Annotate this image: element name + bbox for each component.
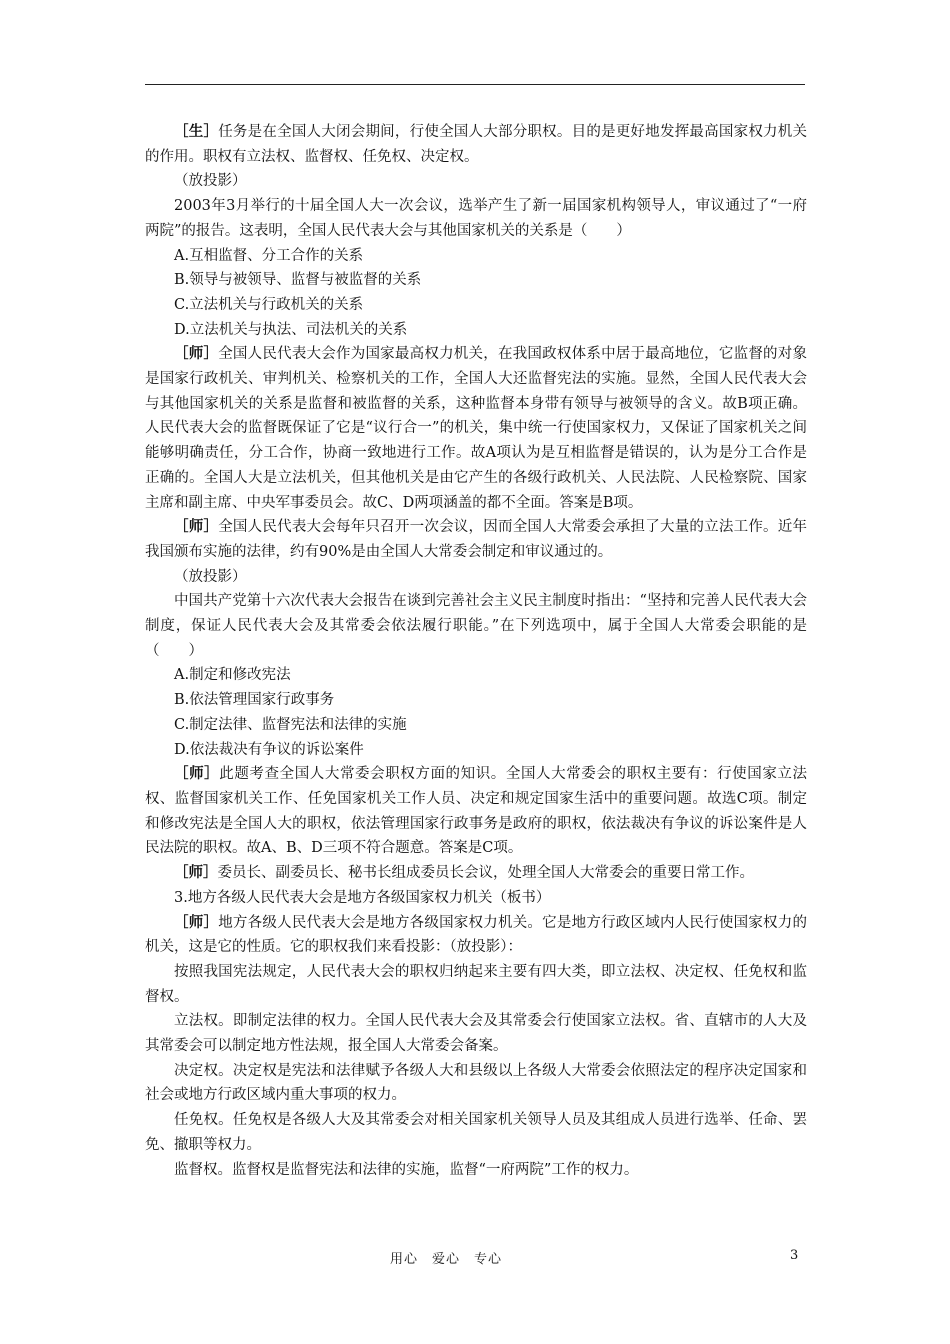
paragraph-1 (145, 120, 807, 169)
paragraph-20 (145, 960, 807, 1009)
paragraph-text: 按照我国宪法规定，人民代表大会的职权归纳起来主要有四大类，即立法权、决定权、任免权和监督权。 (145, 963, 807, 1005)
paragraph-21 (145, 1009, 807, 1058)
speaker-tag: ［师］ (174, 519, 219, 536)
paragraph-text: 决定权。决定权是宪法和法律赋予各级人大和县级以上各级人大常委会依照法定的程序决定国家和社会或地方行政区域内重大事项的权力。 (145, 1062, 807, 1104)
paragraph-2 (145, 169, 807, 194)
footer-motto: 用心 爱心 专心 (390, 1252, 503, 1267)
paragraph-text: 中国共产党第十六次代表大会报告在谈到完善社会主义民主制度时指出：“坚持和完善人民代表大会制度，保证人民代表大会及其常委会依法履行职能。”在下列选项中，属于全国人大常委会职能的是（ ） (145, 593, 807, 659)
option-b (145, 268, 807, 293)
paragraph-text: 地方各级人民代表大会是地方各级国家权力机关。它是地方行政区域内人民行使国家权力的机关，这是它的性质。它的职权我们来看投影：（放投影）： (145, 914, 808, 956)
speaker-tag: ［师］ (174, 865, 218, 882)
paragraph-text: B.依法管理国家行政事务 (174, 692, 335, 709)
speaker-tag: ［师］ (174, 766, 220, 783)
paragraph-text: 2003年3月举行的十届全国人大一次会议，选举产生了新一届国家机构领导人，审议通过了“一府两院”的报告。这表明，全国人民代表大会与其他国家机关的关系是（ ） (145, 198, 807, 239)
paragraph-text: B.领导与被领导、监督与被监督的关系 (174, 272, 422, 289)
paragraph-10 (145, 565, 807, 590)
paragraph-24 (145, 1158, 807, 1183)
paragraph-23 (145, 1108, 807, 1157)
paragraph-text: 3.地方各级人民代表大会是地方各级国家权力机关（板书） (174, 889, 551, 906)
paragraph-text: 全国人民代表大会每年只召开一次会议，因而全国人大常委会承担了大量的立法工作。近年我国颁布实施的法律，约有90%是由全国人大常委会制定和审议通过的。 (145, 519, 808, 560)
option-c-2 (145, 713, 807, 738)
paragraph-text: D.立法机关与执法、司法机关的关系 (174, 321, 408, 338)
paragraph-text: 任务是在全国人大闭会期间，行使全国人大部分职权。目的是更好地发挥最高国家权力机关的作用。职权有立法权、监督权、任免权、决定权。 (145, 124, 808, 165)
paragraph-22 (145, 1059, 807, 1108)
paragraph-16 (145, 762, 807, 861)
paragraph-text: C.制定法律、监督宪法和法律的实施 (174, 716, 407, 733)
paragraph-text: 监督权。监督权是监督宪法和法律的实施，监督“一府两院”工作的权力。 (174, 1161, 639, 1178)
speaker-tag: ［师］ (174, 346, 219, 363)
paragraph-text: A.制定和修改宪法 (174, 667, 291, 684)
option-a (145, 244, 807, 269)
paragraph-text: C.立法机关与行政机关的关系 (174, 296, 364, 313)
speaker-tag: ［师］ (174, 914, 219, 931)
paragraph-text: A.互相监督、分工合作的关系 (174, 247, 364, 264)
paragraph-17 (145, 861, 807, 886)
paragraph-text: 委员长、副委员长、秘书长组成委员长会议，处理全国人大常委会的重要日常工作。 (217, 865, 754, 882)
option-d-2 (145, 738, 807, 763)
option-c (145, 293, 807, 318)
option-d (145, 318, 807, 343)
header-rule (145, 84, 805, 85)
paragraph-text: （放投影） (174, 173, 247, 190)
paragraph-text: 此题考查全国人大常委会职权方面的知识。全国人大常委会的职权主要有：行使国家立法权、监督国家机关工作、任免国家机关工作人员、决定和规定国家生活中的重要问题。故选C项。制定和修改宪法是全国人大的职权，依法管理国家行政事务是政府的职权，依法裁决有争议的诉讼案件是人民法院的职权。故A、B、D三项不符合题意。答案是C项。 (145, 766, 808, 857)
option-a-2 (145, 663, 807, 688)
paragraph-9 (145, 515, 807, 564)
paragraph-text: （放投影） (174, 568, 247, 585)
paragraph-text: 全国人民代表大会作为国家最高权力机关，在我国政权体系中居于最高地位，它监督的对象是国家行政机关、审判机关、检察机关的工作，全国人大还监督宪法的实施。显然，全国人民代表大会与其他国家机关的关系是监督和被监督的关系，这种监督本身带有领导与被领导的含义。故B项正确。人民代表大会的监督既保证了它是“议行合一”的机关，集中统一行使国家权力，又保证了国家机关之间能够明确责任，分工合作，协商一致地进行工作。故A项认为是互相监督是错误的，认为是分工合作是正确的。全国人大是立法机关，但其他机关是由它产生的各级行政机关、人民法院、人民检察院、国家主席和副主席、中央军事委员会。故C、D两项涵盖的都不全面。答案是B项。 (145, 346, 808, 511)
paragraph-text: D.依法裁决有争议的诉讼案件 (174, 741, 364, 758)
paragraph-8 (145, 342, 807, 515)
section-heading (145, 886, 807, 911)
paragraph-3 (145, 194, 807, 243)
document-body (145, 120, 807, 1182)
paragraph-11 (145, 589, 807, 663)
page-number: 3 (790, 1248, 799, 1263)
paragraph-text: 立法权。即制定法律的权力。全国人民代表大会及其常委会行使国家立法权。省、直辖市的人大及其常委会可以制定地方性法规，报全国人大常委会备案。 (145, 1013, 807, 1055)
speaker-tag: ［生］ (174, 124, 219, 140)
option-b-2 (145, 688, 807, 713)
paragraph-text: 任免权。任免权是各级人大及其常委会对相关国家机关领导人员及其组成人员进行选举、任命、罢免、撤职等权力。 (145, 1112, 807, 1153)
paragraph-19 (145, 911, 807, 960)
